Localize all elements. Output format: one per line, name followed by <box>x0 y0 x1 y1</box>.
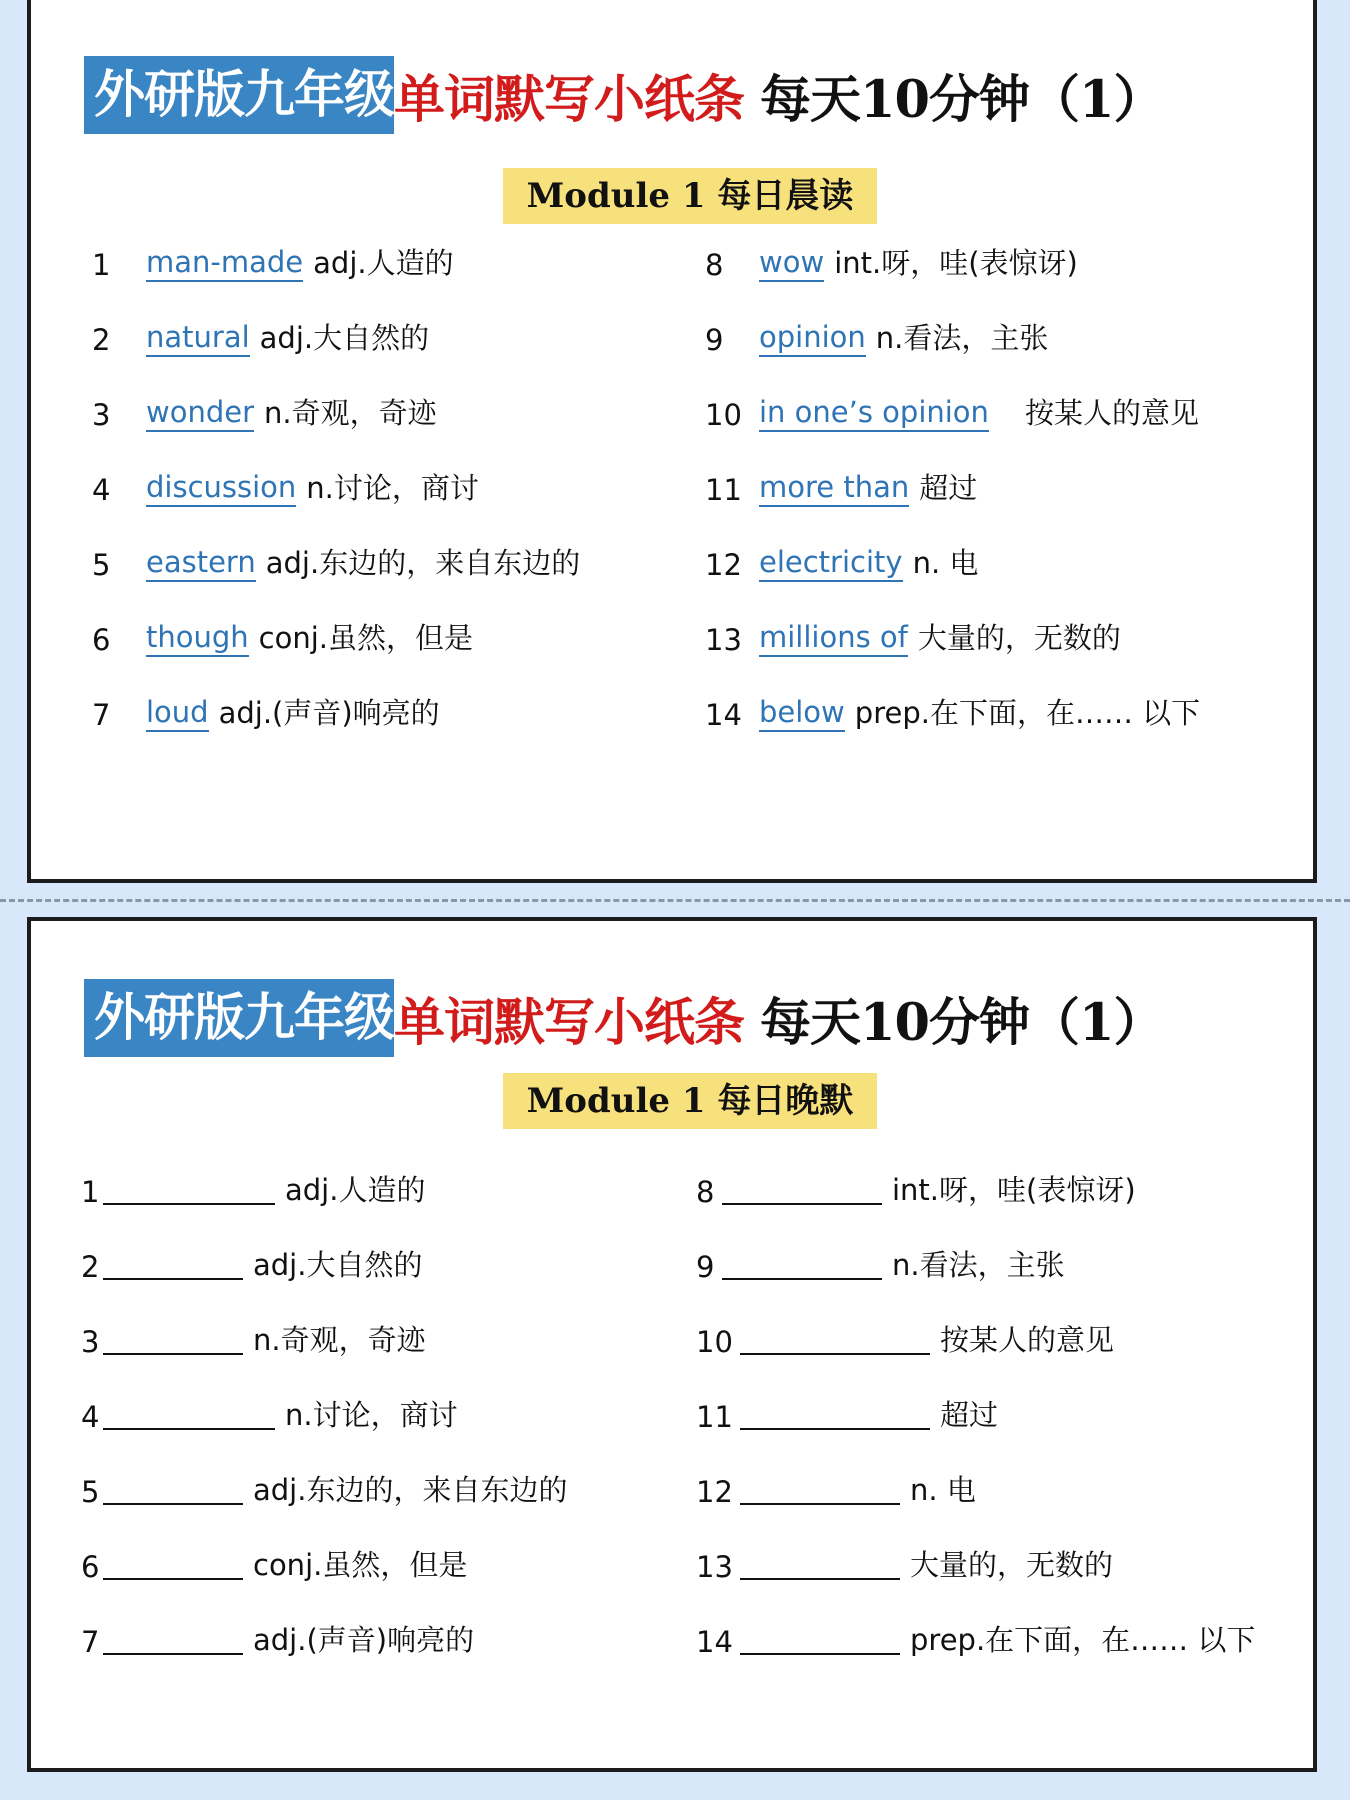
item-meaning: int.呀，哇(表惊讶) <box>892 1173 1136 1207</box>
list-item <box>696 1319 1114 1359</box>
tear-line <box>0 899 1350 902</box>
title-daily: 每天10分钟（1） <box>760 993 1164 1053</box>
item-meaning: int.呀，哇(表惊讶) <box>834 246 1078 280</box>
answer-blank[interactable] <box>103 1625 243 1655</box>
item-meaning: adj.大自然的 <box>253 1248 423 1282</box>
item-meaning: adj.(声音)响亮的 <box>218 696 440 730</box>
item-meaning: 大量的，无数的 <box>910 1548 1114 1582</box>
list-item <box>705 242 1078 282</box>
item-word: opinion <box>759 320 866 357</box>
item-number: 11 <box>696 1400 733 1434</box>
answer-blank[interactable] <box>740 1550 900 1580</box>
item-number: 8 <box>696 1175 715 1209</box>
morning-reading-card <box>27 0 1317 883</box>
list-item <box>92 317 429 357</box>
item-number: 13 <box>696 1550 733 1584</box>
answer-blank[interactable] <box>103 1250 243 1280</box>
item-number: 7 <box>92 698 111 732</box>
title-daily: 每天10分钟（1） <box>760 70 1164 130</box>
list-item <box>92 392 437 432</box>
item-number: 5 <box>92 548 111 582</box>
item-word: wow <box>759 245 824 282</box>
item-number: 8 <box>705 248 724 282</box>
item-word: below <box>759 695 845 732</box>
reading-subtitle: Module 1 每日晨读 <box>503 168 877 224</box>
title-main: 单词默写小纸条 <box>394 993 745 1053</box>
item-number: 10 <box>696 1325 733 1359</box>
list-item <box>705 617 1121 657</box>
item-number: 12 <box>696 1475 733 1509</box>
item-meaning: adj.人造的 <box>285 1173 426 1207</box>
list-item <box>92 617 473 657</box>
item-number: 1 <box>92 248 111 282</box>
item-number: 12 <box>705 548 742 582</box>
item-word: electricity <box>759 545 903 582</box>
item-number: 3 <box>81 1325 100 1359</box>
item-word: more than <box>759 470 909 507</box>
list-item <box>81 1544 467 1584</box>
item-number: 9 <box>705 323 724 357</box>
list-item <box>696 1619 1255 1659</box>
item-number: 9 <box>696 1250 715 1284</box>
item-word: loud <box>146 695 209 732</box>
item-number: 7 <box>81 1625 100 1659</box>
item-meaning: adj.(声音)响亮的 <box>253 1623 475 1657</box>
item-meaning: n. 电 <box>912 546 979 580</box>
item-number: 6 <box>92 623 111 657</box>
item-meaning: n.看法，主张 <box>892 1248 1065 1282</box>
item-number: 10 <box>705 398 742 432</box>
item-meaning: adj.东边的，来自东边的 <box>265 546 581 580</box>
list-item <box>81 1469 567 1509</box>
list-item <box>705 392 1199 432</box>
list-item <box>92 692 440 732</box>
item-word: man-made <box>146 245 303 282</box>
list-item <box>81 1169 425 1209</box>
answer-blank[interactable] <box>740 1400 930 1430</box>
title-publisher-grade: 外研版九年级 <box>84 56 394 134</box>
item-number: 1 <box>81 1175 100 1209</box>
reading-word-list <box>31 0 1313 879</box>
answer-blank[interactable] <box>740 1325 930 1355</box>
item-meaning: 按某人的意见 <box>1024 396 1199 430</box>
item-meaning: n.讨论，商讨 <box>285 1398 458 1432</box>
list-item <box>92 542 580 582</box>
item-meaning: 按某人的意见 <box>940 1323 1115 1357</box>
item-meaning: adj.人造的 <box>313 246 454 280</box>
list-item <box>81 1319 426 1359</box>
item-number: 13 <box>705 623 742 657</box>
answer-blank[interactable] <box>740 1475 900 1505</box>
item-word: wonder <box>146 395 254 432</box>
answer-blank[interactable] <box>722 1175 882 1205</box>
list-item <box>696 1169 1136 1209</box>
answer-blank[interactable] <box>103 1475 243 1505</box>
list-item <box>705 467 977 507</box>
item-number: 6 <box>81 1550 100 1584</box>
item-number: 2 <box>92 323 111 357</box>
item-word: though <box>146 620 249 657</box>
item-meaning: adj.大自然的 <box>259 321 430 355</box>
item-meaning: n. 电 <box>910 1473 976 1507</box>
item-number: 11 <box>705 473 742 507</box>
list-item <box>696 1469 976 1509</box>
title-main: 单词默写小纸条 <box>394 70 745 130</box>
title-publisher-grade: 外研版九年级 <box>84 979 394 1057</box>
answer-blank[interactable] <box>103 1550 243 1580</box>
item-meaning: 超过 <box>919 471 978 505</box>
answer-blank[interactable] <box>103 1175 275 1205</box>
list-item <box>696 1244 1065 1284</box>
item-meaning: prep.在下面，在…… 以下 <box>854 696 1201 730</box>
item-meaning: n.讨论，商讨 <box>306 471 479 505</box>
list-item <box>696 1394 998 1434</box>
item-meaning: conj.虽然，但是 <box>258 621 474 655</box>
item-meaning: n.看法，主张 <box>875 321 1049 355</box>
list-item <box>705 542 978 582</box>
item-number: 4 <box>81 1400 100 1434</box>
item-meaning: adj.东边的，来自东边的 <box>253 1473 568 1507</box>
answer-blank[interactable] <box>103 1400 275 1430</box>
item-meaning: n.奇观，奇迹 <box>264 396 437 430</box>
list-item <box>705 692 1200 732</box>
dictation-subtitle: Module 1 每日晚默 <box>503 1073 877 1129</box>
list-item <box>92 467 479 507</box>
item-word: discussion <box>146 470 296 507</box>
list-item <box>92 242 454 282</box>
dictation-word-list <box>31 921 1313 1768</box>
answer-blank[interactable] <box>103 1325 243 1355</box>
item-meaning: conj.虽然，但是 <box>253 1548 468 1582</box>
item-number: 2 <box>81 1250 100 1284</box>
item-number: 5 <box>81 1475 100 1509</box>
item-meaning: 大量的，无数的 <box>917 621 1121 655</box>
item-meaning: prep.在下面，在…… 以下 <box>910 1623 1256 1657</box>
item-meaning: n.奇观，奇迹 <box>253 1323 426 1357</box>
evening-dictation-card <box>27 917 1317 1772</box>
item-number: 14 <box>696 1625 733 1659</box>
item-word: in one’s opinion <box>759 395 989 432</box>
item-number: 14 <box>705 698 742 732</box>
item-word: natural <box>146 320 250 357</box>
answer-blank[interactable] <box>740 1625 900 1655</box>
item-meaning: 超过 <box>940 1398 999 1432</box>
list-item <box>81 1244 422 1284</box>
list-item <box>81 1394 458 1434</box>
list-item <box>696 1544 1113 1584</box>
item-number: 3 <box>92 398 111 432</box>
list-item <box>705 317 1048 357</box>
item-word: eastern <box>146 545 256 582</box>
item-word: millions of <box>759 620 908 657</box>
list-item <box>81 1619 474 1659</box>
answer-blank[interactable] <box>722 1250 882 1280</box>
item-number: 4 <box>92 473 111 507</box>
